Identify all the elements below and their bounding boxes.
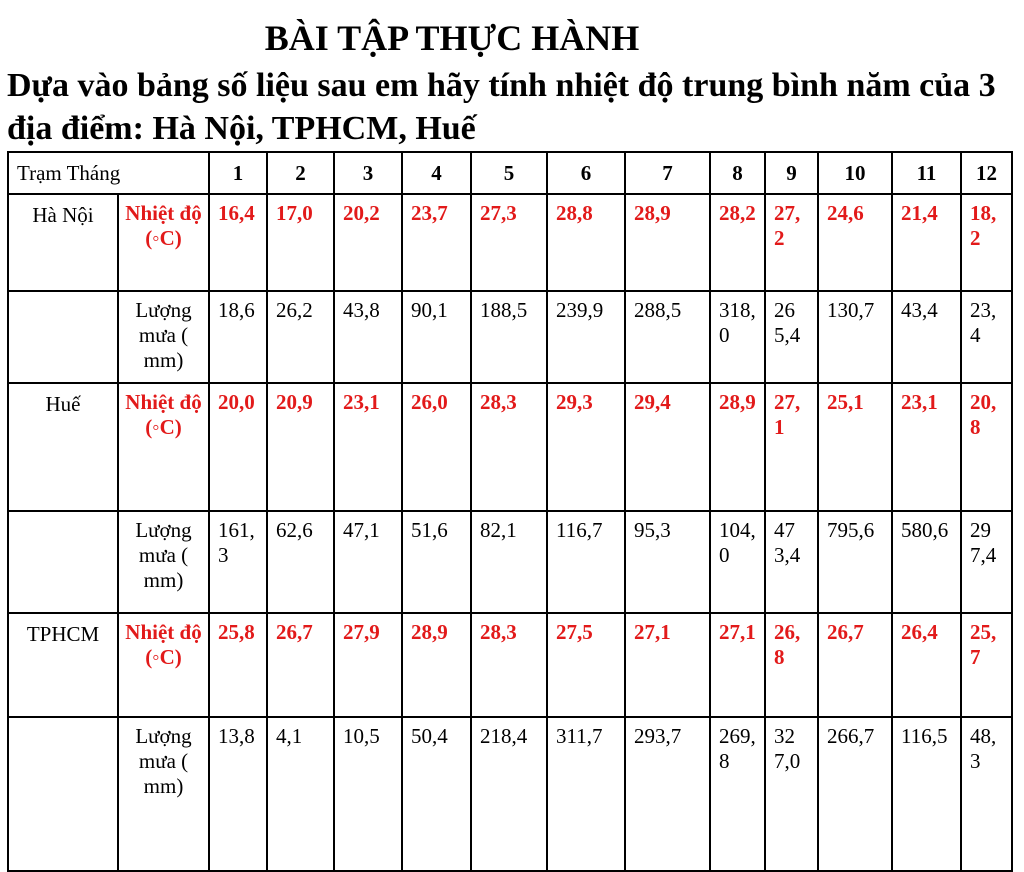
rainfall-value: 266,7 <box>827 724 875 748</box>
temperature-label: Nhiệt độ (◦C) <box>118 613 209 717</box>
month-header: 12 <box>961 152 1012 194</box>
temperature-value: 27,5 <box>556 620 593 644</box>
temperature-value: 28,9 <box>411 620 448 644</box>
temperature-value: 23,7 <box>411 201 448 225</box>
station-name: Huế <box>8 383 118 511</box>
temperature-value: 28,2 <box>719 201 756 225</box>
rainfall-value: 4,1 <box>276 724 303 748</box>
rainfall-value: 318,0 <box>719 298 756 347</box>
rainfall-value: 18,6 <box>218 298 255 322</box>
temperature-value: 29,3 <box>556 390 593 414</box>
table-row <box>8 511 1012 613</box>
temperature-value: 28,3 <box>480 390 517 414</box>
rainfall-value: 104,0 <box>719 518 756 567</box>
month-header: 4 <box>402 152 471 194</box>
temperature-value: 26,4 <box>901 620 938 644</box>
temperature-value: 28,3 <box>480 620 517 644</box>
rainfall-value: 580,6 <box>901 518 949 542</box>
month-header: 3 <box>334 152 402 194</box>
rainfall-value: 90,1 <box>411 298 448 322</box>
temperature-value: 24,6 <box>827 201 864 225</box>
rainfall-value: 10,5 <box>343 724 380 748</box>
temperature-value: 21,4 <box>901 201 938 225</box>
month-header: 6 <box>547 152 625 194</box>
temperature-value: 26,7 <box>827 620 864 644</box>
temperature-value: 23,1 <box>343 390 380 414</box>
rainfall-value: 23,4 <box>970 298 997 347</box>
rainfall-value: 473,4 <box>774 518 801 567</box>
climate-table <box>7 151 1013 872</box>
rainfall-value: 130,7 <box>827 298 875 322</box>
temperature-value: 20,8 <box>970 390 997 439</box>
temperature-value: 25,7 <box>970 620 997 669</box>
temperature-value: 28,8 <box>556 201 593 225</box>
rainfall-value: 327,0 <box>774 724 801 773</box>
month-header: 5 <box>471 152 547 194</box>
page-title: BÀI TẬP THỰC HÀNH <box>264 18 640 58</box>
temperature-value: 27,9 <box>343 620 380 644</box>
month-header: 2 <box>267 152 334 194</box>
temperature-value: 20,9 <box>276 390 313 414</box>
rainfall-value: 43,8 <box>343 298 380 322</box>
temperature-value: 25,8 <box>218 620 255 644</box>
station-name: Hà Nội <box>8 194 118 291</box>
station-name: TPHCM <box>8 613 118 717</box>
rainfall-value: 239,9 <box>556 298 604 322</box>
temperature-value: 17,0 <box>276 201 313 225</box>
rainfall-label: Lượng mưa ( mm) <box>118 717 209 871</box>
rainfall-value: 116,5 <box>901 724 948 748</box>
rainfall-value: 116,7 <box>556 518 603 542</box>
temperature-value: 27,1 <box>774 390 801 439</box>
table-row <box>8 291 1012 383</box>
rainfall-value: 13,8 <box>218 724 255 748</box>
temperature-value: 23,1 <box>901 390 938 414</box>
temperature-value: 27,1 <box>634 620 671 644</box>
rainfall-value: 51,6 <box>411 518 448 542</box>
empty-station-cell <box>8 291 118 383</box>
month-header: 11 <box>892 152 961 194</box>
rainfall-value: 265,4 <box>774 298 801 347</box>
temperature-value: 27,1 <box>719 620 756 644</box>
rainfall-value: 43,4 <box>901 298 938 322</box>
temperature-value: 26,8 <box>774 620 801 669</box>
temperature-value: 20,2 <box>343 201 380 225</box>
rainfall-value: 269,8 <box>719 724 756 773</box>
corner-header: Trạm Tháng <box>8 152 209 194</box>
temperature-value: 16,4 <box>218 201 255 225</box>
temperature-value: 26,0 <box>411 390 448 414</box>
temperature-value: 25,1 <box>827 390 864 414</box>
table-row <box>8 194 1012 291</box>
temperature-value: 20,0 <box>218 390 255 414</box>
table-row <box>8 383 1012 511</box>
month-header: 8 <box>710 152 765 194</box>
rainfall-value: 50,4 <box>411 724 448 748</box>
rainfall-value: 288,5 <box>634 298 682 322</box>
month-header: 1 <box>209 152 267 194</box>
rainfall-value: 218,4 <box>480 724 528 748</box>
rainfall-value: 95,3 <box>634 518 671 542</box>
temperature-value: 28,9 <box>634 201 671 225</box>
month-header: 9 <box>765 152 818 194</box>
rainfall-value: 26,2 <box>276 298 313 322</box>
rainfall-value: 297,4 <box>970 518 997 567</box>
month-header: 7 <box>625 152 710 194</box>
temperature-value: 27,2 <box>774 201 801 250</box>
empty-station-cell <box>8 717 118 871</box>
temperature-label: Nhiệt độ (◦C) <box>118 383 209 511</box>
temperature-value: 18,2 <box>970 201 997 250</box>
temperature-value: 27,3 <box>480 201 517 225</box>
month-header: 10 <box>818 152 892 194</box>
rainfall-value: 82,1 <box>480 518 517 542</box>
temperature-value: 28,9 <box>719 390 756 414</box>
instruction-text: Dựa vào bảng số liệu sau em hãy tính nhiệt độ trung bình năm của 3 địa điểm: Hà Nội, TPHCM, Huế <box>7 67 996 147</box>
rainfall-value: 188,5 <box>480 298 528 322</box>
rainfall-label: Lượng mưa ( mm) <box>118 511 209 613</box>
rainfall-value: 293,7 <box>634 724 682 748</box>
temperature-value: 26,7 <box>276 620 313 644</box>
rainfall-value: 795,6 <box>827 518 875 542</box>
rainfall-value: 62,6 <box>276 518 313 542</box>
rainfall-value: 161,3 <box>218 518 255 567</box>
empty-station-cell <box>8 511 118 613</box>
rainfall-label: Lượng mưa ( mm) <box>118 291 209 383</box>
temperature-value: 29,4 <box>634 390 671 414</box>
temperature-label: Nhiệt độ (◦C) <box>118 194 209 291</box>
table-row <box>8 717 1012 871</box>
table-row <box>8 613 1012 717</box>
rainfall-value: 48,3 <box>970 724 997 773</box>
header-row <box>8 152 1012 194</box>
rainfall-value: 311,7 <box>556 724 603 748</box>
rainfall-value: 47,1 <box>343 518 380 542</box>
